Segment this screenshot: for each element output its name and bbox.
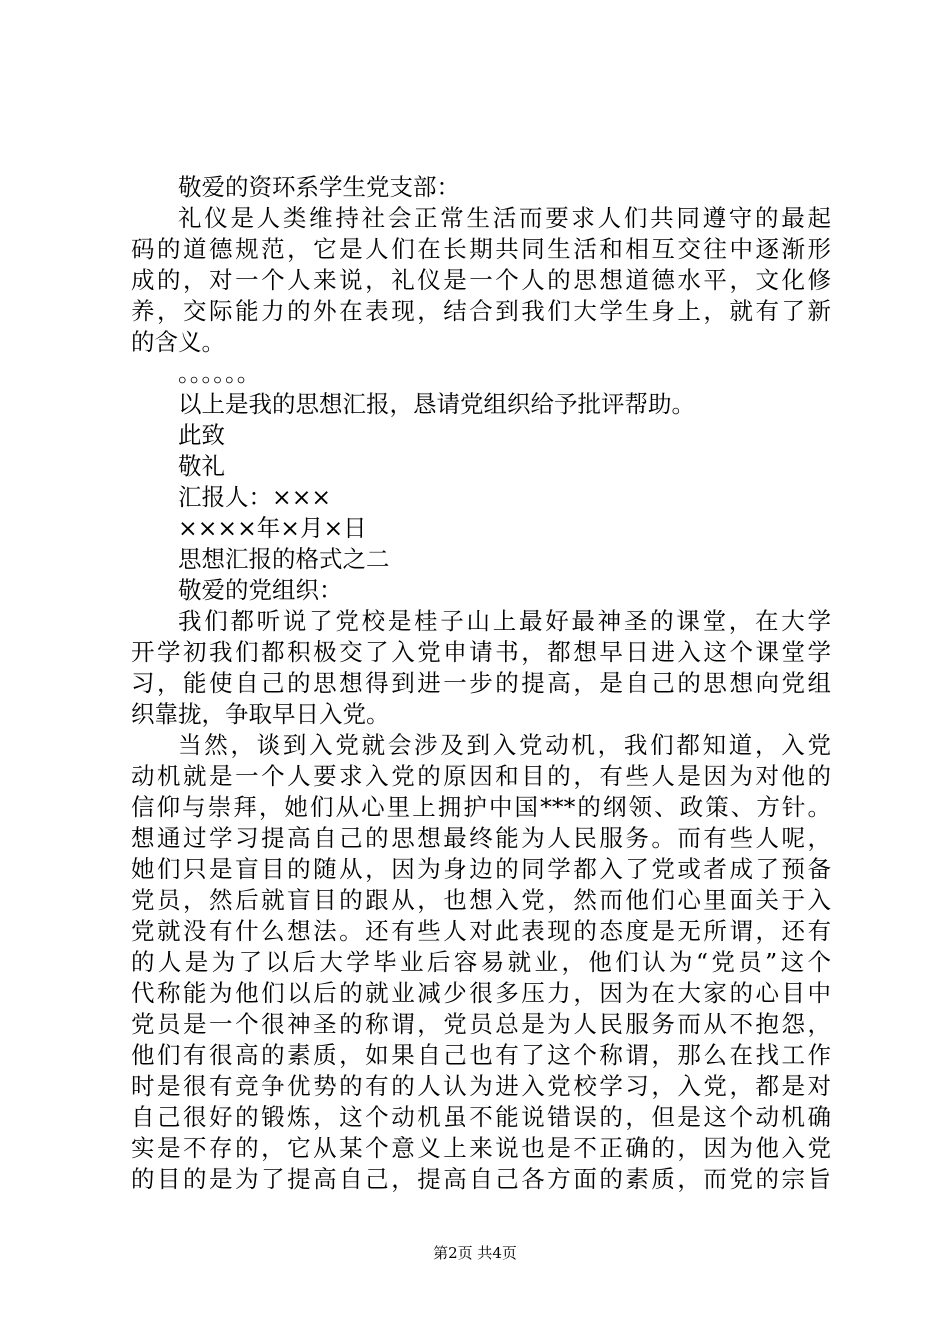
- paragraph-line: 代称能为他们以后的就业减少很多压力，因为在大家的心目中: [131, 979, 831, 1007]
- paragraph-line: 时是很有竞争优势的有的人认为进入党校学习，入党，都是对: [131, 1072, 831, 1100]
- paragraph-line: 的含义。: [131, 328, 225, 356]
- regards-line-1: 此致: [178, 421, 225, 449]
- paragraph-line: 养，交际能力的外在表现，结合到我们大学生身上，就有了新: [131, 297, 831, 325]
- paragraph-line: 码的道德规范，它是人们在长期共同生活和相互交往中逐渐形: [131, 235, 831, 263]
- paragraph-line: 党员，然后就盲目的跟从，也想入党，然而他们心里面关于入: [131, 886, 831, 914]
- paragraph-line: 动机就是一个人要求入党的原因和目的，有些人是因为对他的: [131, 762, 831, 790]
- regards-line-2: 敬礼: [178, 452, 225, 480]
- paragraph-line: 我们都听说了党校是桂子山上最好最神圣的课堂，在大学: [178, 607, 831, 635]
- paragraph-line: 开学初我们都积极交了入党申请书，都想早日进入这个课堂学: [131, 638, 831, 666]
- paragraph-line: 的目的是为了提高自己，提高自己各方面的素质，而党的宗旨: [131, 1165, 831, 1193]
- section-title: 思想汇报的格式之二: [178, 545, 390, 573]
- paragraph-line: 实是不存的，它从某个意义上来说也是不正确的，因为他入党: [131, 1134, 831, 1162]
- paragraph-line: 党就没有什么想法。还有些人对此表现的态度是无所谓，还有: [131, 917, 831, 945]
- paragraph-line: 他们有很高的素质，如果自己也有了这个称谓，那么在找工作: [131, 1041, 831, 1069]
- document-body: [131, 172, 831, 1195]
- paragraph-line: 想通过学习提高自己的思想最终能为人民服务。而有些人呢，: [131, 824, 831, 852]
- salutation-2: 敬爱的党组织：: [178, 576, 343, 604]
- paragraph-line: 习，能使自己的思想得到进一步的提高，是自己的思想向党组: [131, 669, 831, 697]
- reporter-line: 汇报人：×××: [178, 483, 332, 511]
- closing-statement: 以上是我的思想汇报，恳请党组织给予批评帮助。: [178, 390, 695, 418]
- paragraph-line: 她们只是盲目的随从，因为身边的同学都入了党或者成了预备: [131, 855, 831, 883]
- salutation-1: 敬爱的资环系学生党支部：: [178, 173, 460, 201]
- paragraph-line: 的人是为了以后大学毕业后容易就业，他们认为“党员”这个: [131, 948, 831, 976]
- paragraph-line: 礼仪是人类维持社会正常生活而要求人们共同遵守的最起: [178, 204, 831, 232]
- page-number-footer: 第2页 共4页: [433, 1244, 517, 1262]
- date-line: ××××年×月×日: [178, 514, 367, 542]
- paragraph-line: 织靠拢，争取早日入党。: [131, 700, 390, 728]
- paragraph-line: 党员是一个很神圣的称谓，党员总是为人民服务而从不抱怨，: [131, 1010, 831, 1038]
- paragraph-line: 信仰与崇拜，她们从心里上拥护中国***的纲领、政策、方针。: [131, 793, 831, 821]
- ellipsis-line: 。。。。。。: [178, 359, 261, 387]
- paragraph-line: 成的，对一个人来说，礼仪是一个人的思想道德水平，文化修: [131, 266, 831, 294]
- paragraph-line: 当然，谈到入党就会涉及到入党动机，我们都知道，入党: [178, 731, 831, 759]
- paragraph-line: 自己很好的锻炼，这个动机虽不能说错误的，但是这个动机确: [131, 1103, 831, 1131]
